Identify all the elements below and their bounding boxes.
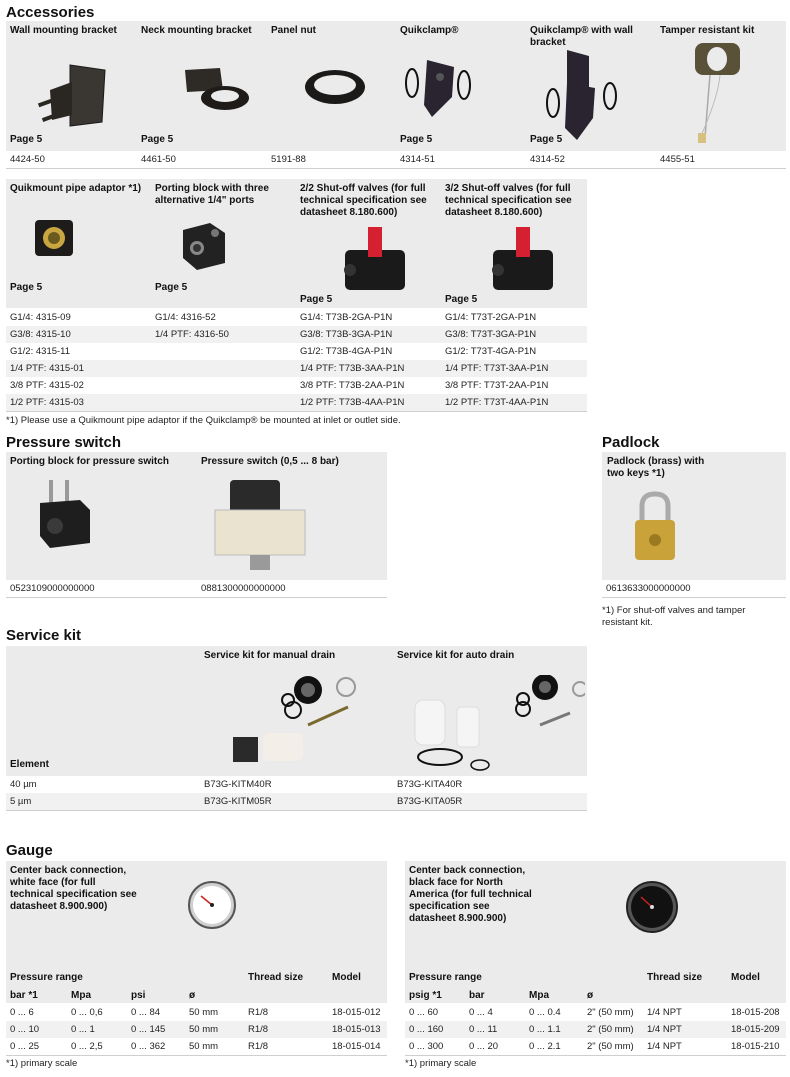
table-cell: G1/2: T73B-4GA-P1N (300, 346, 393, 357)
table-cell: 0 ... 160 (409, 1024, 444, 1035)
gauge-right-footnote: *1) primary scale (405, 1058, 477, 1069)
accessories-panel (6, 21, 786, 151)
porting-block-image (175, 218, 230, 273)
table-cell: 1/4 NPT (647, 1024, 682, 1035)
table-cell: 18-015-013 (332, 1024, 381, 1035)
table-cell: 0 ... 4 (469, 1007, 493, 1018)
acc-label-neck-bracket: Neck mounting bracket (141, 25, 252, 36)
code: 4314-52 (530, 154, 565, 165)
ps-code-row (6, 580, 387, 597)
tamper-kit-image (680, 38, 760, 148)
table-cell: 2" (50 mm) (587, 1024, 634, 1035)
ps-label-switch: Pressure switch (0,5 ... 8 bar) (201, 456, 339, 467)
table-cell: 18-015-208 (731, 1007, 780, 1018)
table-cell: 18-015-014 (332, 1041, 381, 1052)
table-cell: 0 ... 300 (409, 1041, 444, 1052)
gauge-right-sub-0: psig *1 (409, 990, 442, 1001)
gauge-left-footnote: *1) primary scale (6, 1058, 78, 1069)
table-row (6, 793, 587, 810)
porting-block-switch-image (35, 478, 95, 553)
acc-page-wall: Page 5 (10, 134, 43, 145)
quikclamp-wall-image (545, 48, 625, 143)
table-cell: 50 mm (189, 1024, 219, 1035)
table-cell: 0 ... 145 (131, 1024, 166, 1035)
table-cell: 0 ... 362 (131, 1041, 166, 1052)
wall-bracket-image (30, 60, 115, 130)
gauge-right-sub-2: Mpa (529, 990, 549, 1001)
table-cell: G1/2: 4315-11 (10, 346, 71, 357)
table-row (6, 776, 587, 793)
code: 4461-50 (141, 154, 176, 165)
table-row (6, 1021, 387, 1038)
acc-page-22: Page 5 (300, 294, 333, 305)
acc-label-tamper-kit: Tamper resistant kit (660, 25, 755, 36)
table-row (6, 343, 587, 360)
table-cell: 0 ... 2.1 (529, 1041, 561, 1052)
table-cell: G1/2: T73T-4GA-P1N (445, 346, 537, 357)
panel-nut-image (300, 62, 370, 112)
table-row (6, 309, 587, 326)
table-cell: 1/4 PTF: T73B-3AA-P1N (300, 363, 405, 374)
gauge-right-model: Model (731, 972, 760, 983)
table-cell: 2" (50 mm) (587, 1041, 634, 1052)
table-cell: 18-015-209 (731, 1024, 780, 1035)
table-row (405, 1038, 786, 1055)
table-cell: G1/4: T73B-2GA-P1N (300, 312, 393, 323)
table-cell: G1/4: 4316-52 (155, 312, 216, 323)
sk-element-label: Element (10, 759, 49, 770)
row-divider (6, 1055, 387, 1056)
table-cell: 0 ... 0,6 (71, 1007, 103, 1018)
gauge-title: Gauge (6, 842, 53, 859)
padlock-code-row (602, 580, 786, 597)
table-row (6, 394, 587, 411)
code: 4424-50 (10, 154, 45, 165)
table-cell: 1/4 NPT (647, 1041, 682, 1052)
sk-col-manual: Service kit for manual drain (204, 650, 336, 661)
code: 0613633000000000 (606, 583, 691, 594)
table-cell: 0 ... 0.4 (529, 1007, 561, 1018)
gauge-left-thread: Thread size (248, 972, 304, 983)
table-cell: B73G-KITM05R (204, 796, 272, 807)
gauge-right-sub-3: ø (587, 990, 594, 1001)
ps-label-porting: Porting block for pressure switch (10, 456, 169, 467)
gauge-black-image (625, 880, 680, 935)
table-row (405, 1004, 786, 1021)
table-cell: 0 ... 20 (469, 1041, 499, 1052)
table-cell: 2" (50 mm) (587, 1007, 634, 1018)
valve-22-image (340, 225, 410, 295)
table-cell: R1/8 (248, 1024, 269, 1035)
table-row (6, 1004, 387, 1021)
code: 4455-51 (660, 154, 695, 165)
table-cell: 0 ... 1.1 (529, 1024, 561, 1035)
table-cell: B73G-KITM40R (204, 779, 272, 790)
table-cell: 3/8 PTF: 4315-02 (10, 380, 84, 391)
gauge-left-model: Model (332, 972, 361, 983)
acc-label-22-valve: 2/2 Shut-off valves (for full technical specification see datasheet 8.180.600) (300, 183, 427, 218)
pressure-switch-title: Pressure switch (6, 434, 122, 451)
acc-label-32-valve: 3/2 Shut-off valves (for full technical specification see datasheet 8.180.600) (445, 183, 572, 218)
table-cell: 1/2 PTF: 4315-03 (10, 397, 84, 408)
row-divider (6, 810, 587, 811)
table-cell: 1/2 PTF: T73B-4AA-P1N (300, 397, 405, 408)
table-cell: 1/4 PTF: 4316-50 (155, 329, 229, 340)
table-cell: 0 ... 60 (409, 1007, 439, 1018)
acc-page-quikclamp-wall: Page 5 (530, 134, 563, 145)
table-cell: 0 ... 84 (131, 1007, 161, 1018)
acc-page-quikmount: Page 5 (10, 282, 43, 293)
table-cell: G3/8: 4315-10 (10, 329, 71, 340)
table-cell: 40 µm (10, 779, 37, 790)
gauge-right-sub-1: bar (469, 990, 485, 1001)
table-row (6, 377, 587, 394)
table-row (405, 1021, 786, 1038)
acc-page-32: Page 5 (445, 294, 478, 305)
table-cell: 18-015-012 (332, 1007, 381, 1018)
acc-label-porting-block: Porting block with three alternative 1/4" ports (155, 183, 269, 206)
acc-label-quikclamp-wall: Quikclamp® with wall bracket (530, 25, 633, 48)
table-row (6, 1038, 387, 1055)
pressure-switch-image (210, 475, 310, 575)
table-cell: 0 ... 6 (10, 1007, 34, 1018)
valve-32-image (488, 225, 558, 295)
table-cell: 0 ... 10 (10, 1024, 40, 1035)
code: 0881300000000000 (201, 583, 286, 594)
row-divider (6, 411, 587, 412)
gauge-white-image (187, 880, 237, 930)
table-cell: 1/2 PTF: T73T-4AA-P1N (445, 397, 549, 408)
service-kit-title: Service kit (6, 627, 82, 644)
service-kit-auto-image (410, 675, 585, 775)
neck-bracket-image (175, 60, 255, 120)
gauge-left-pressure-range: Pressure range (10, 972, 83, 983)
acc-label-wall-bracket: Wall mounting bracket (10, 25, 117, 36)
table-cell: G1/4: T73T-2GA-P1N (445, 312, 537, 323)
table-cell: 50 mm (189, 1041, 219, 1052)
gauge-right-pressure-range: Pressure range (409, 972, 482, 983)
service-kit-manual-image (228, 665, 368, 770)
gauge-left-sub-2: psi (131, 990, 146, 1001)
table-cell: 0 ... 2,5 (71, 1041, 103, 1052)
table-cell: G1/4: 4315-09 (10, 312, 71, 323)
table-cell: 3/8 PTF: T73B-2AA-P1N (300, 380, 405, 391)
acc-page-porting: Page 5 (155, 282, 188, 293)
quikmount-image (30, 215, 80, 260)
gauge-left-sub-1: Mpa (71, 990, 91, 1001)
table-cell: 5 µm (10, 796, 32, 807)
gauge-right-thread: Thread size (647, 972, 703, 983)
table-cell: 3/8 PTF: T73T-2AA-P1N (445, 380, 549, 391)
table-cell: 50 mm (189, 1007, 219, 1018)
table-cell: 1/4 PTF: T73T-3AA-P1N (445, 363, 549, 374)
padlock-title: Padlock (602, 434, 660, 451)
code: 0523109000000000 (10, 583, 95, 594)
table-row (6, 326, 587, 343)
table-cell: G3/8: T73T-3GA-P1N (445, 329, 537, 340)
gauge-left-sub-3: ø (189, 990, 196, 1001)
padlock-footnote: *1) For shut-off valves and tamper resistant kit. (602, 605, 746, 628)
table-cell: G3/8: T73B-3GA-P1N (300, 329, 393, 340)
table-cell: B73G-KITA05R (397, 796, 463, 807)
table-cell: R1/8 (248, 1007, 269, 1018)
table-cell: B73G-KITA40R (397, 779, 463, 790)
accessories-footnote: *1) Please use a Quikmount pipe adaptor if the Quikclamp® be mounted at inlet or outlet side. (6, 415, 401, 426)
acc-label-quikclamp: Quikclamp® (400, 25, 459, 36)
acc-page-quikclamp: Page 5 (400, 134, 433, 145)
gauge-right-label: Center back connection, black face for North America (for full technical specification see datasheet 8.900.900) (409, 865, 532, 924)
row-divider (405, 1055, 786, 1056)
table-cell: 0 ... 25 (10, 1041, 40, 1052)
table-cell: 0 ... 1 (71, 1024, 95, 1035)
code: 5191-88 (271, 154, 306, 165)
acc-page-neck: Page 5 (141, 134, 174, 145)
padlock-label: Padlock (brass) with two keys *1) (607, 456, 705, 479)
table-cell: 18-015-210 (731, 1041, 780, 1052)
padlock-image (630, 490, 680, 565)
table-cell: R1/8 (248, 1041, 269, 1052)
accessories-code-row (6, 151, 786, 168)
table-row (6, 360, 587, 377)
table-cell: 1/4 NPT (647, 1007, 682, 1018)
table-cell: 0 ... 11 (469, 1024, 498, 1035)
sk-col-auto: Service kit for auto drain (397, 650, 515, 661)
quikclamp-image (402, 55, 477, 125)
code: 4314-51 (400, 154, 435, 165)
gauge-left-sub-0: bar *1 (10, 990, 38, 1001)
acc-label-quikmount: Quikmount pipe adaptor *1) (10, 183, 142, 194)
accessories-title: Accessories (6, 4, 95, 21)
acc-label-panel-nut: Panel nut (271, 25, 317, 36)
table-cell: 1/4 PTF: 4315-01 (10, 363, 84, 374)
gauge-left-label: Center back connection, white face (for full technical specification see datasheet 8.900.900) (10, 865, 137, 912)
